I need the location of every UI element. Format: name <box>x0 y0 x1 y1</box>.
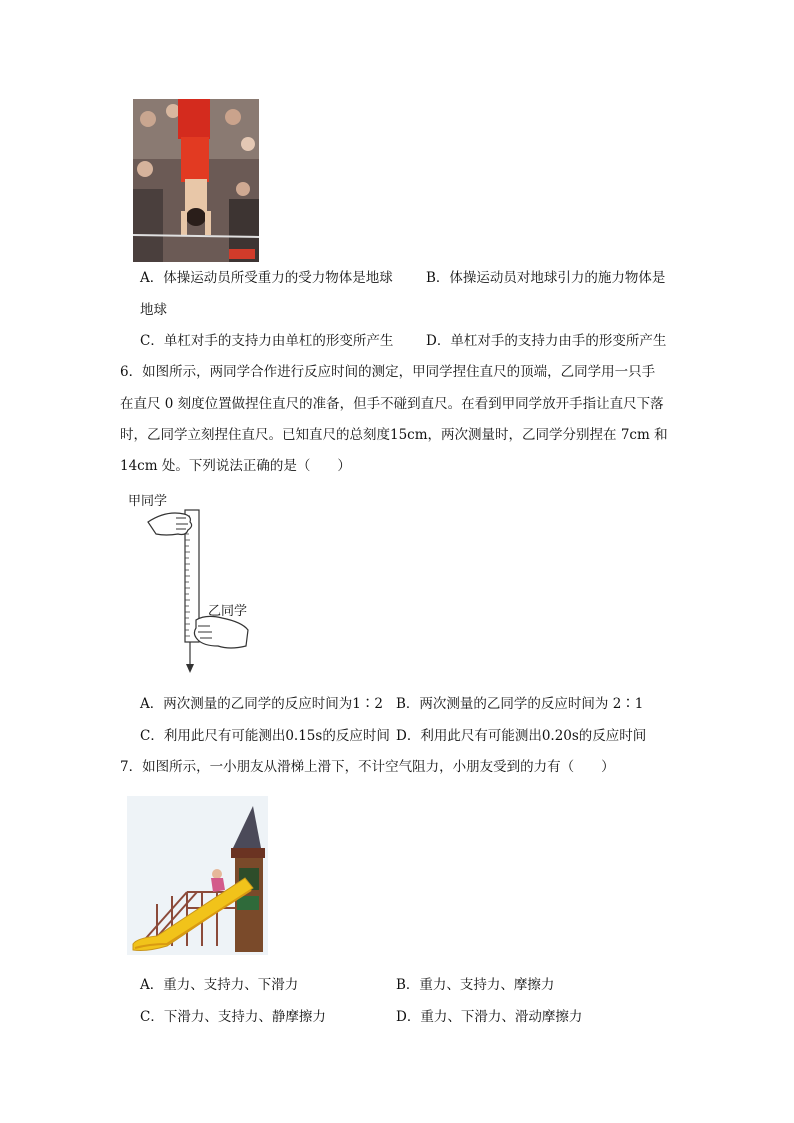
q7-option-b: B．重力、支持力、摩擦力 <box>396 977 555 993</box>
q5-option-b: B．体操运动员对地球引力的施力物体是 <box>426 270 666 286</box>
q6-stem-line-4: 14cm 处。下列说法正确的是（ ） <box>120 458 351 474</box>
q7-option-d: D．重力、下滑力、滑动摩擦力 <box>396 1009 583 1025</box>
figure-label-bottom: 乙同学 <box>208 604 248 619</box>
q6-stem-line-2: 在直尺 0 刻度位置做捏住直尺的准备，但手不碰到直尺。在看到甲同学放开手指让直尺下落 <box>120 396 664 412</box>
q6-option-a: A．两次测量的乙同学的反应时间为1∶2 <box>140 696 383 712</box>
gymnast-illustration <box>133 99 259 262</box>
q5-option-d: D．单杠对手的支持力由手的形变所产生 <box>426 333 667 349</box>
q6-option-b: B．两次测量的乙同学的反应时间为 2∶1 <box>396 696 644 712</box>
q5-option-b-cont: 地球 <box>140 302 167 318</box>
q7-option-a: A．重力、支持力、下滑力 <box>140 977 299 993</box>
ruler-figure <box>126 488 256 678</box>
slide-illustration <box>127 796 268 955</box>
q5-option-c: C．单杠对手的支持力由单杠的形变所产生 <box>140 333 394 349</box>
q6-option-c: C．利用此尺有可能测出0.15s的反应时间 <box>140 728 390 744</box>
q6-stem-line-3: 时，乙同学立刻捏住直尺。已知直尺的总刻度15cm，两次测量时，乙同学分别捏在 7cm 和 <box>120 427 668 443</box>
q6-option-d: D．利用此尺有可能测出0.20s的反应时间 <box>396 728 647 744</box>
ruler-illustration <box>126 488 256 678</box>
gymnast-photo <box>133 99 259 262</box>
q6-stem-line-1: 6．如图所示，两同学合作进行反应时间的测定，甲同学捏住直尺的顶端，乙同学用一只手 <box>120 364 656 380</box>
slide-figure <box>127 796 268 955</box>
figure-label-top: 甲同学 <box>128 494 168 509</box>
q5-option-a: A．体操运动员所受重力的受力物体是地球 <box>140 270 393 286</box>
q7-option-c: C．下滑力、支持力、静摩擦力 <box>140 1009 326 1025</box>
q7-stem: 7．如图所示，一小朋友从滑梯上滑下，不计空气阻力，小朋友受到的力有（ ） <box>120 759 615 775</box>
